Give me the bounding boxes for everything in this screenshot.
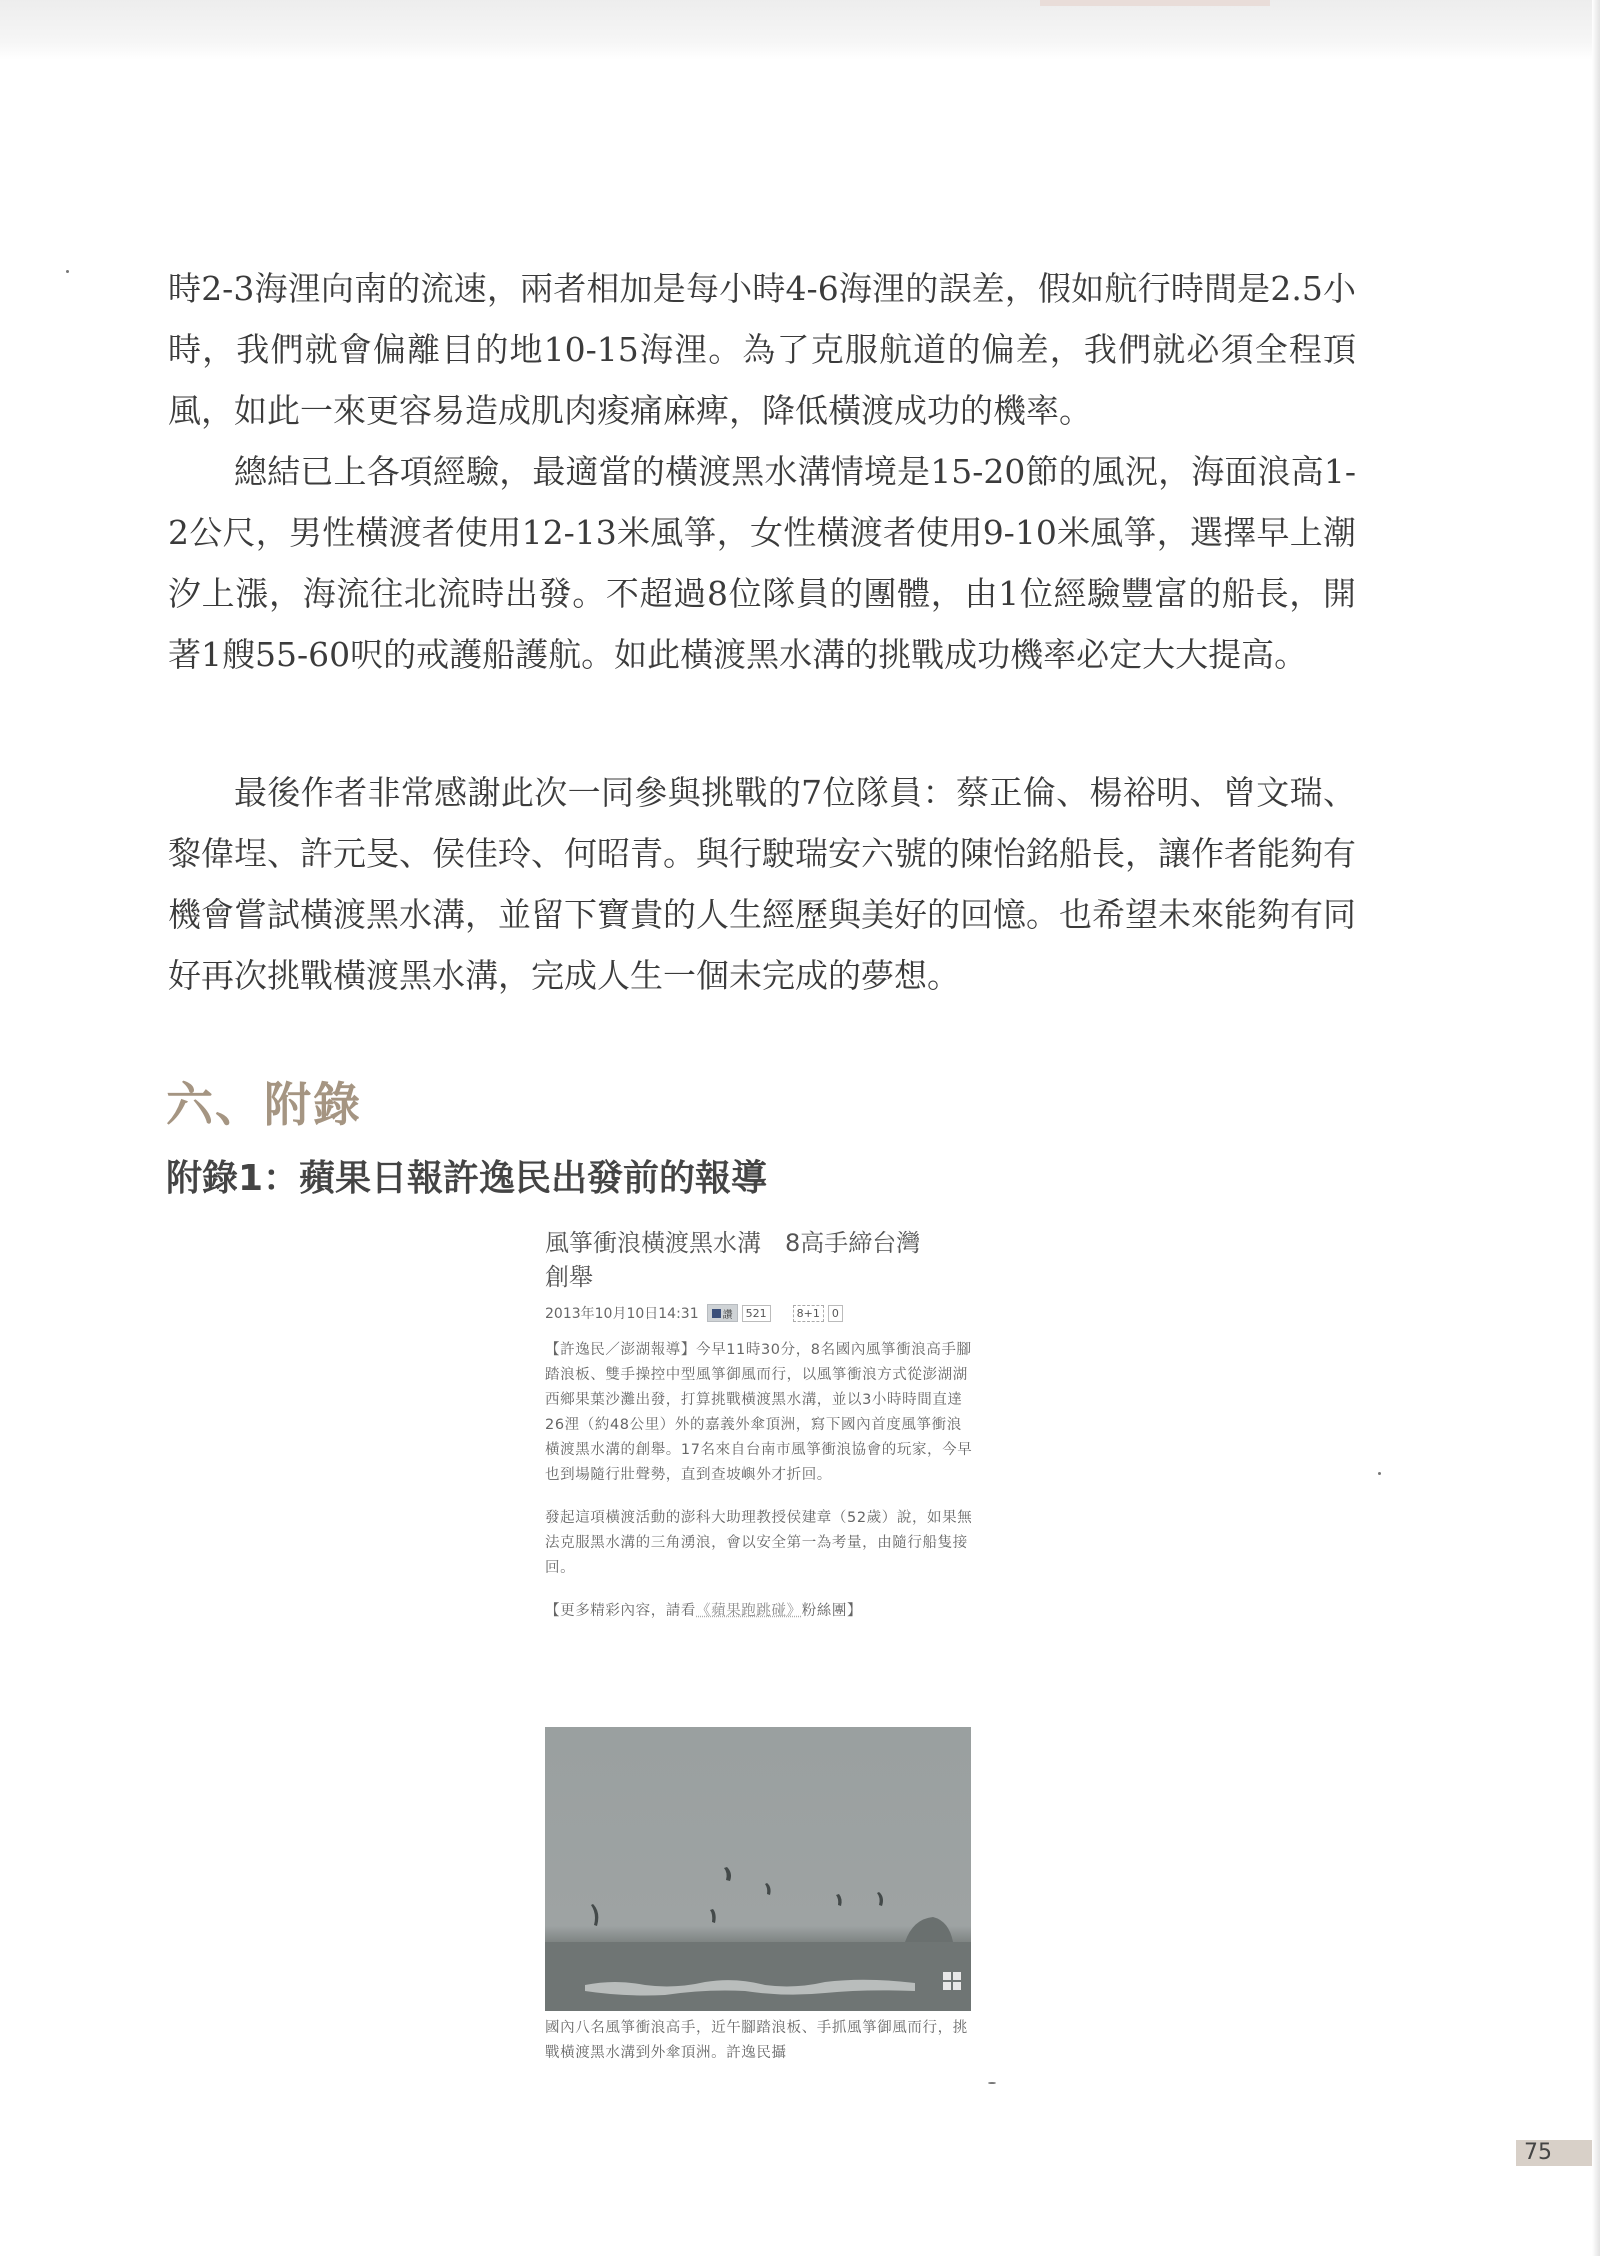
appendix-subtitle: 附錄1：蘋果日報許逸民出發前的報導: [166, 1158, 768, 1199]
body-paragraph-2: 總結已上各項經驗，最適當的橫渡黑水溝情境是15-20節的風況，海面浪高1-2公尺，男性橫渡者使用12-13米風箏，女性橫渡者使用9-10米風箏，選擇早上潮汐上漲，海流往北流時出發。不超過8位隊員的團體，由1位經驗豐富的船長，開著1艘55-60呎的戒護船護航。如此橫渡黑水溝的挑戰成功機率必定大大提高。: [168, 452, 1356, 674]
kite-1: [591, 1904, 598, 1926]
kitesurfing-photo: [545, 1727, 971, 2011]
clipping-paragraph-2: 發起這項橫渡活動的澎科大助理教授侯建章（52歲）說，如果無法克服黑水溝的三角湧浪，會以安全第一為考量，由隨行船隻接回。: [545, 1510, 973, 1576]
body-paragraph-3-block: [168, 762, 1356, 1006]
section-title: 六、附錄: [166, 1078, 362, 1133]
clipping-headline: [545, 1226, 975, 1294]
scan-speck: [988, 2082, 996, 2084]
facebook-like-label: 讚: [722, 1309, 733, 1321]
kite-5: [836, 1894, 842, 1906]
scan-right-edge: [1592, 0, 1600, 2256]
facebook-like-button[interactable]: [707, 1304, 738, 1322]
photo-caption: 國內八名風箏衝浪高手，近午腳踏浪板、手抓風箏御風而行，挑戰橫渡黑水溝到外傘頂洲。許逸民攝: [545, 2020, 968, 2061]
scan-speck: [1378, 1472, 1381, 1475]
scan-speck: [66, 270, 69, 273]
facebook-like-count: 521: [742, 1305, 771, 1322]
clipping-paragraph-1: 【許逸民／澎湖報導】今早11時30分，8名國內風箏衝浪高手腳踏浪板、雙手操控中型風箏御風而行，以風箏衝浪方式從澎湖湖西鄉果葉沙灘出發，打算挑戰橫渡黑水溝，並以3小時時間直達26浬（約48公里）外的嘉義外傘頂洲，寫下國內首度風箏衝浪橫渡黑水溝的創舉。17名來自台南市風箏衝浪協會的玩家，今早也到場隨行壯聲勢，直到查坡嶼外才折回。: [545, 1342, 973, 1483]
kite-6: [877, 1892, 883, 1906]
google-plus-count: 0: [828, 1305, 843, 1322]
clipping-more-line: [545, 1599, 975, 1624]
clipping-datetime: 2013年10月10日14:31: [545, 1306, 699, 1322]
scan-top-shadow: [0, 0, 1600, 60]
google-plus-button[interactable]: 8+1: [793, 1305, 824, 1322]
clipping-meta: [545, 1302, 975, 1324]
facebook-icon: [712, 1309, 721, 1318]
more-suffix: 粉絲團】: [801, 1603, 863, 1619]
body-paragraph-2-block: [168, 441, 1356, 685]
island-rock: [905, 1917, 953, 1942]
page-number: 75: [1516, 2140, 1592, 2166]
fans-page-link[interactable]: 《蘋果跑跳碰》: [696, 1603, 802, 1619]
kite-4: [765, 1883, 771, 1895]
clipping-headline-line2: 創舉: [545, 1263, 593, 1291]
body-paragraph-1-block: [168, 258, 1356, 441]
body-paragraph-1: 時2-3海浬向南的流速，兩者相加是每小時4-6海浬的誤差，假如航行時間是2.5小時，我們就會偏離目的地10-15海浬。為了克服航道的偏差，我們就必須全程頂風，如此一來更容易造成肌肉痠痛麻痺，降低橫渡成功的機率。: [168, 269, 1356, 430]
body-paragraph-3: 最後作者非常感謝此次一同參與挑戰的7位隊員：蔡正倫、楊裕明、曾文瑞、黎偉埕、許元旻、侯佳玲、何昭青。與行駛瑞安六號的陳怡銘船長，讓作者能夠有機會嘗試橫渡黑水溝，並留下寶貴的人生經歷與美好的回憶。也希望未來能夠有同好再次挑戰橫渡黑水溝，完成人生一個未完成的夢想。: [168, 773, 1356, 995]
kite-3: [710, 1909, 716, 1923]
clipping-headline-line1: 風箏衝浪橫渡黑水溝 8高手締台灣: [545, 1229, 921, 1257]
kite-2: [724, 1867, 731, 1881]
more-prefix: 【更多精彩內容，請看: [545, 1603, 696, 1619]
news-clipping: [545, 1226, 975, 1624]
sea: [545, 1942, 971, 2011]
scan-top-mark: [1040, 0, 1270, 6]
photo-scene: [545, 1727, 971, 2011]
